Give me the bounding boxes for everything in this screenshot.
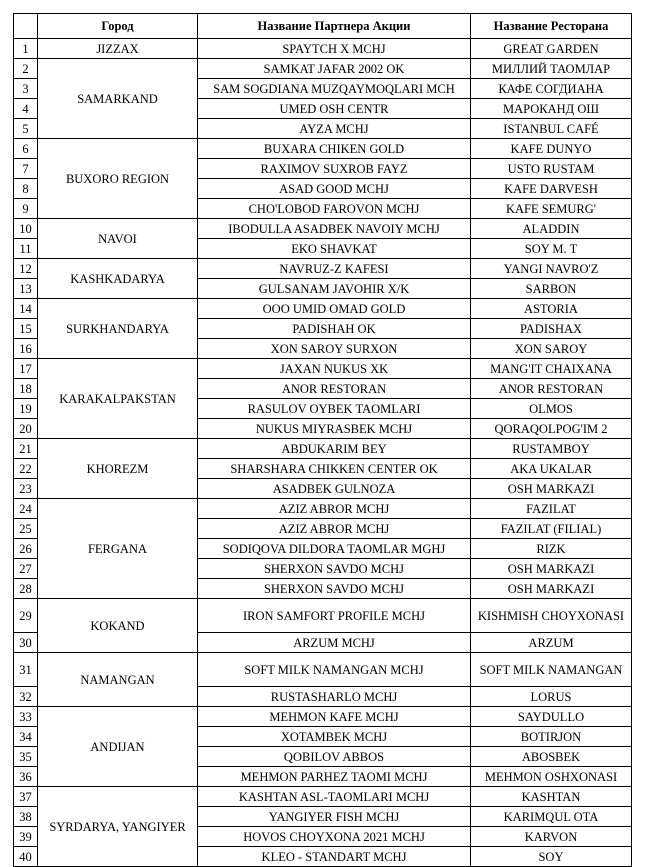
city-cell: KARAKALPAKSTAN: [38, 359, 198, 439]
row-number: 8: [14, 179, 38, 199]
partner-cell: BUXARA CHIKEN GOLD: [198, 139, 471, 159]
restaurant-cell: OLMOS: [471, 399, 632, 419]
city-cell: KHOREZM: [38, 439, 198, 499]
restaurant-cell: ALADDIN: [471, 219, 632, 239]
restaurant-cell: SARBON: [471, 279, 632, 299]
city-cell: ANDIJAN: [38, 707, 198, 787]
header-partner: Название Партнера Акции: [198, 14, 471, 39]
partner-cell: ANOR RESTORAN: [198, 379, 471, 399]
city-cell: NAVOI: [38, 219, 198, 259]
table-body: [14, 39, 632, 867]
city-cell: JIZZAX: [38, 39, 198, 59]
table-row: [14, 39, 632, 59]
partner-cell: EKO SHAVKAT: [198, 239, 471, 259]
restaurant-cell: OSH MARKAZI: [471, 559, 632, 579]
partner-cell: ASADBEK GULNOZA: [198, 479, 471, 499]
partner-cell: ASAD GOOD MCHJ: [198, 179, 471, 199]
row-number: 22: [14, 459, 38, 479]
partner-cell: SHARSHARA CHIKKEN CENTER OK: [198, 459, 471, 479]
row-number: 27: [14, 559, 38, 579]
table-row: [14, 599, 632, 633]
row-number: 5: [14, 119, 38, 139]
row-number: 4: [14, 99, 38, 119]
restaurant-cell: FAZILAT (FILIAL): [471, 519, 632, 539]
row-number: 38: [14, 807, 38, 827]
table-row: [14, 499, 632, 519]
partner-cell: OOO UMID OMAD GOLD: [198, 299, 471, 319]
partner-cell: GULSANAM JAVOHIR X/K: [198, 279, 471, 299]
partner-cell: IRON SAMFORT PROFILE MCHJ: [198, 599, 471, 633]
partner-cell: IBODULLA ASADBEK NAVOIY MCHJ: [198, 219, 471, 239]
row-number: 19: [14, 399, 38, 419]
partner-cell: SPAYTCH X MCHJ: [198, 39, 471, 59]
partner-cell: KLEO - STANDART MCHJ: [198, 847, 471, 867]
city-cell: SAMARKAND: [38, 59, 198, 139]
restaurant-cell: OSH MARKAZI: [471, 479, 632, 499]
row-number: 26: [14, 539, 38, 559]
city-cell: KOKAND: [38, 599, 198, 653]
row-number: 35: [14, 747, 38, 767]
partner-cell: RAXIMOV SUXROB FAYZ: [198, 159, 471, 179]
restaurant-cell: QORAQOLPOG'IM 2: [471, 419, 632, 439]
partner-cell: SAMKAT JAFAR 2002 OK: [198, 59, 471, 79]
restaurant-cell: KISHMISH CHOYXONASI: [471, 599, 632, 633]
partner-cell: KASHTAN ASL-TAOMLARI MCHJ: [198, 787, 471, 807]
row-number: 21: [14, 439, 38, 459]
row-number: 37: [14, 787, 38, 807]
table-row: [14, 139, 632, 159]
restaurant-cell: SOY M. T: [471, 239, 632, 259]
partner-cell: JAXAN NUKUS XK: [198, 359, 471, 379]
row-number: 32: [14, 687, 38, 707]
row-number: 11: [14, 239, 38, 259]
row-number: 31: [14, 653, 38, 687]
partner-cell: RASULOV OYBEK TAOMLARI: [198, 399, 471, 419]
restaurant-cell: KAFE DUNYO: [471, 139, 632, 159]
partner-cell: NUKUS MIYRASBEK MCHJ: [198, 419, 471, 439]
row-number: 23: [14, 479, 38, 499]
table-row: [14, 59, 632, 79]
city-cell: SYRDARYA, YANGIYER: [38, 787, 198, 867]
row-number: 2: [14, 59, 38, 79]
row-number: 9: [14, 199, 38, 219]
restaurant-cell: OSH MARKAZI: [471, 579, 632, 599]
row-number: 40: [14, 847, 38, 867]
partner-cell: SODIQOVA DILDORA TAOMLAR MGHJ: [198, 539, 471, 559]
row-number: 33: [14, 707, 38, 727]
header-city: Город: [38, 14, 198, 39]
table-row: [14, 653, 632, 687]
restaurant-cell: LORUS: [471, 687, 632, 707]
city-cell: SURKHANDARYA: [38, 299, 198, 359]
row-number: 25: [14, 519, 38, 539]
partner-cell: PADISHAH OK: [198, 319, 471, 339]
city-cell: KASHKADARYA: [38, 259, 198, 299]
row-number: 1: [14, 39, 38, 59]
partner-cell: XON SAROY SURXON: [198, 339, 471, 359]
restaurant-cell: КАФЕ СОГДИАНА: [471, 79, 632, 99]
header-row: [14, 14, 632, 39]
partner-cell: SHERXON SAVDO MCHJ: [198, 579, 471, 599]
restaurant-cell: ISTANBUL CAFÉ: [471, 119, 632, 139]
restaurant-cell: МАРОКАНД ОШ: [471, 99, 632, 119]
partner-cell: NAVRUZ-Z KAFESI: [198, 259, 471, 279]
header-number: [14, 14, 38, 39]
restaurant-cell: ARZUM: [471, 633, 632, 653]
restaurant-cell: МИЛЛИЙ ТАОМЛАР: [471, 59, 632, 79]
table-row: [14, 359, 632, 379]
row-number: 30: [14, 633, 38, 653]
restaurant-cell: ANOR RESTORAN: [471, 379, 632, 399]
restaurant-cell: ASTORIA: [471, 299, 632, 319]
partner-cell: YANGIYER FISH MCHJ: [198, 807, 471, 827]
city-cell: NAMANGAN: [38, 653, 198, 707]
row-number: 24: [14, 499, 38, 519]
partner-cell: ABDUKARIM BEY: [198, 439, 471, 459]
row-number: 34: [14, 727, 38, 747]
row-number: 6: [14, 139, 38, 159]
restaurant-cell: RIZK: [471, 539, 632, 559]
partner-cell: QOBILOV ABBOS: [198, 747, 471, 767]
partner-cell: MEHMON KAFE MCHJ: [198, 707, 471, 727]
partner-cell: AZIZ ABROR MCHJ: [198, 519, 471, 539]
restaurant-cell: GREAT GARDEN: [471, 39, 632, 59]
restaurant-cell: SOFT MILK NAMANGAN: [471, 653, 632, 687]
partner-cell: CHO'LOBOD FAROVON MCHJ: [198, 199, 471, 219]
restaurant-cell: AKA UKALAR: [471, 459, 632, 479]
row-number: 39: [14, 827, 38, 847]
restaurant-cell: XON SAROY: [471, 339, 632, 359]
restaurant-cell: KAFE SEMURG': [471, 199, 632, 219]
restaurant-cell: USTO RUSTAM: [471, 159, 632, 179]
row-number: 14: [14, 299, 38, 319]
partner-cell: SHERXON SAVDO MCHJ: [198, 559, 471, 579]
city-cell: BUXORO REGION: [38, 139, 198, 219]
partner-cell: ARZUM MCHJ: [198, 633, 471, 653]
restaurant-cell: BOTIRJON: [471, 727, 632, 747]
row-number: 12: [14, 259, 38, 279]
restaurant-cell: SOY: [471, 847, 632, 867]
row-number: 7: [14, 159, 38, 179]
row-number: 28: [14, 579, 38, 599]
restaurant-cell: RUSTAMBOY: [471, 439, 632, 459]
table-row: [14, 707, 632, 727]
restaurant-cell: KASHTAN: [471, 787, 632, 807]
restaurant-cell: KARIMQUL OTA: [471, 807, 632, 827]
partner-cell: XOTAMBEK MCHJ: [198, 727, 471, 747]
restaurant-cell: MANG'IT CHAIXANA: [471, 359, 632, 379]
partners-table: [13, 13, 632, 867]
restaurant-cell: ABOSBEK: [471, 747, 632, 767]
restaurant-cell: KARVON: [471, 827, 632, 847]
row-number: 3: [14, 79, 38, 99]
restaurant-cell: FAZILAT: [471, 499, 632, 519]
row-number: 20: [14, 419, 38, 439]
table-row: [14, 259, 632, 279]
row-number: 16: [14, 339, 38, 359]
row-number: 15: [14, 319, 38, 339]
row-number: 36: [14, 767, 38, 787]
partner-cell: HOVOS CHOYXONA 2021 MCHJ: [198, 827, 471, 847]
restaurant-cell: SAYDULLO: [471, 707, 632, 727]
row-number: 18: [14, 379, 38, 399]
table-row: [14, 219, 632, 239]
header-restaurant: Название Ресторана: [471, 14, 632, 39]
partner-cell: SAM SOGDIANA MUZQAYMOQLARI MCH: [198, 79, 471, 99]
restaurant-cell: KAFE DARVESH: [471, 179, 632, 199]
restaurant-cell: YANGI NAVRO'Z: [471, 259, 632, 279]
table-row: [14, 299, 632, 319]
city-cell: FERGANA: [38, 499, 198, 599]
restaurant-cell: MEHMON OSHXONASI: [471, 767, 632, 787]
restaurant-cell: PADISHAX: [471, 319, 632, 339]
partner-cell: SOFT MILK NAMANGAN MCHJ: [198, 653, 471, 687]
partner-cell: AYZA MCHJ: [198, 119, 471, 139]
partner-cell: AZIZ ABROR MCHJ: [198, 499, 471, 519]
row-number: 29: [14, 599, 38, 633]
partner-cell: MEHMON PARHEZ TAOMI MCHJ: [198, 767, 471, 787]
table-row: [14, 439, 632, 459]
row-number: 10: [14, 219, 38, 239]
row-number: 13: [14, 279, 38, 299]
partner-cell: UMED OSH CENTR: [198, 99, 471, 119]
partner-cell: RUSTASHARLO MCHJ: [198, 687, 471, 707]
row-number: 17: [14, 359, 38, 379]
table-row: [14, 787, 632, 807]
